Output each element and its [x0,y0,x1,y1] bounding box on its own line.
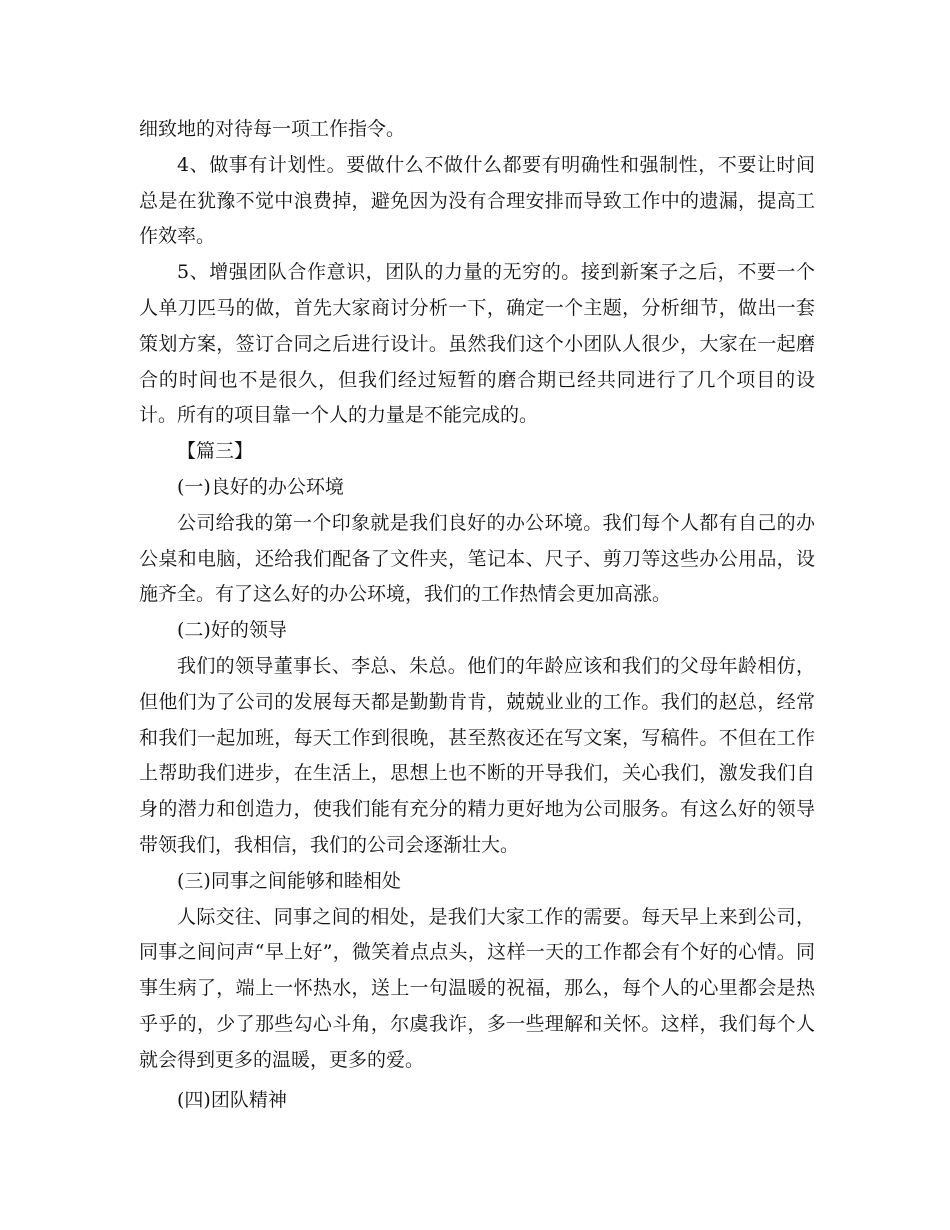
paragraph-colleague-harmony: 人际交往、同事之间的相处，是我们大家工作的需要。每天早上来到公司，同事之间问声“早上好”，微笑着点点头，这样一天的工作都会有个好的心情。同事生病了，端上一怀热水，送上一句温暖的祝福，那么，每个人的心里都会是热乎乎的，少了那些勾心斗角，尔虞我诈，多一些理解和关怀。这样，我们每个人就会得到更多的温暖，更多的爱。 [139,905,815,1071]
paragraph-item-5: 5、增强团队合作意识，团队的力量的无穷的。接到新案子之后，不要一个人单刀匹马的做，首先大家商讨分析一下，确定一个主题，分析细节，做出一套策划方案，签订合同之后进行设计。虽然我们这个小团队人很少，大家在一起磨合的时间也不是很久，但我们经过短暂的磨合期已经共同进行了几个项目的设计。所有的项目靠一个人的力量是不能完成的。 [139,261,815,427]
subheading-colleague-harmony: (三)同事之间能够和睦相处 [177,869,401,892]
subheading-office-environment: (一)良好的办公环境 [177,475,344,498]
section-title-part-three: 【篇三】 [177,440,254,463]
paragraph-item-4: 4、做事有计划性。要做什么不做什么都要有明确性和强制性，不要让时间总是在犹豫不觉中浪费掉，避免因为没有合理安排而导致工作中的遗漏，提高工作效率。 [139,153,815,248]
subheading-team-spirit: (四)团队精神 [177,1088,287,1111]
document-body [139,112,815,1118]
paragraph-continuation: 细致地的对待每一项工作指令。 [139,118,406,140]
paragraph-office-environment: 公司给我的第一个印象就是我们良好的办公环境。我们每个人都有自己的办公桌和电脑，还给我们配备了文件夹，笔记本、尺子、剪刀等这些办公用品，设施齐全。有了这么好的办公环境，我们的工作热情会更加高涨。 [139,511,815,606]
paragraph-good-leaders: 我们的领导董事长、李总、朱总。他们的年龄应该和我们的父母年龄相仿，但他们为了公司的发展每天都是勤勤肯肯，兢兢业业的工作。我们的赵总，经常和我们一起加班，每天工作到很晚，甚至熬夜还在写文案，写稿件。不但在工作上帮助我们进步，在生活上，思想上也不断的开导我们，关心我们，激发我们自身的潜力和创造力，使我们能有充分的精力更好地为公司服务。有这么好的领导带领我们，我相信，我们的公司会逐渐壮大。 [139,654,815,856]
subheading-good-leaders: (二)好的领导 [177,619,287,642]
